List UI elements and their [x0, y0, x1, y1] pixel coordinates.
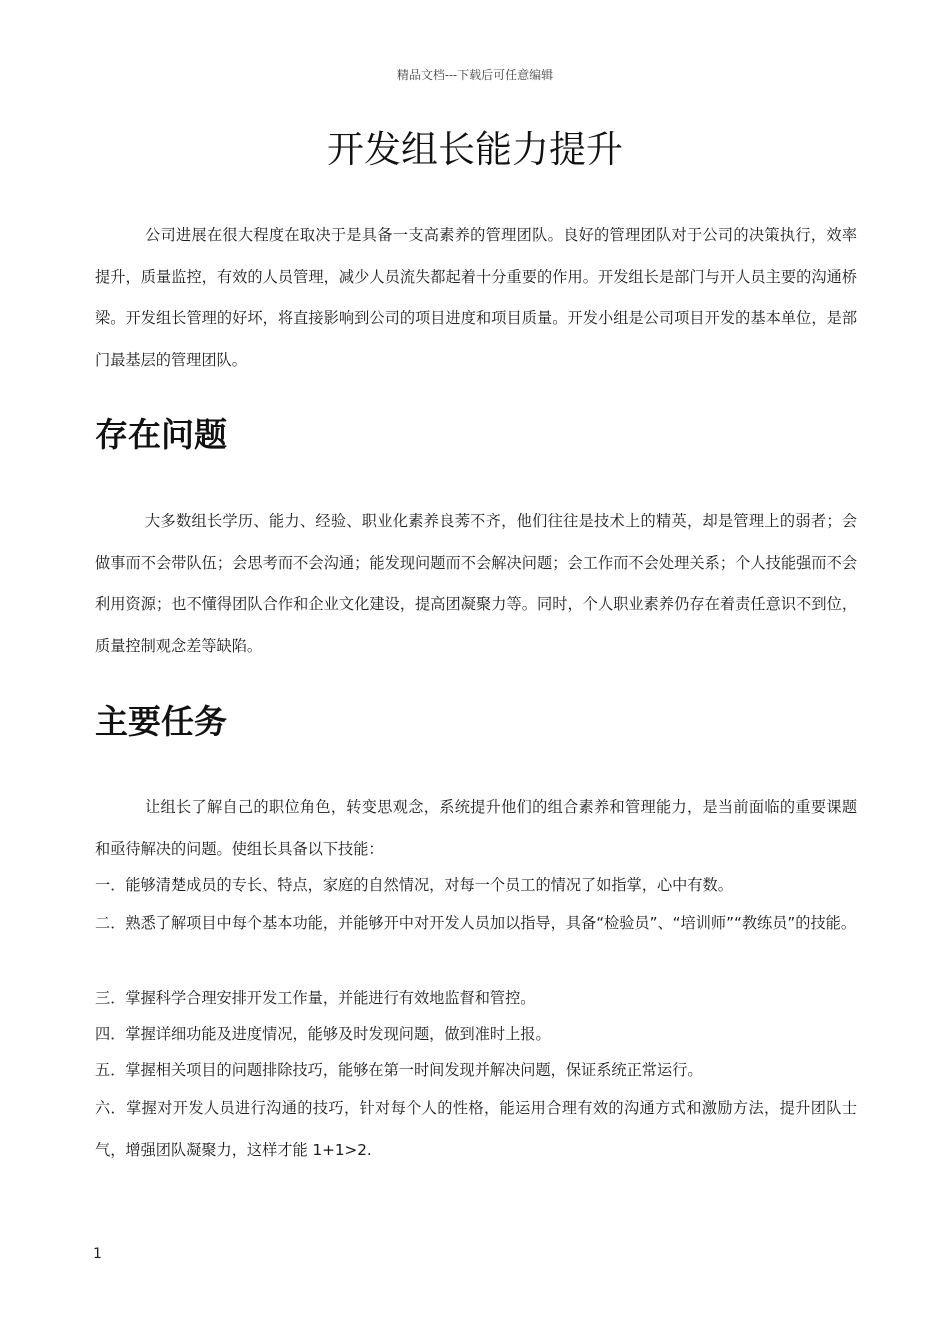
page-header: 精品文档---下载后可任意编辑	[396, 68, 554, 82]
intro-paragraph: 公司进展在很大程度在取决于是具备一支高素养的管理团队。良好的管理团队对于公司的决策执行，效率提升，质量监控，有效的人员管理，减少人员流失都起着十分重要的作用。开发组长是部门与开人员主要的沟通桥梁。开发组长管理的好坏，将直接影响到公司的项目进度和项目质量。开发小组是公司项目开发的基本单位，是部门最基层的管理团队。	[95, 226, 857, 369]
list-item: 二．熟悉了解项目中每个基本功能，并能够开中对开发人员加以指导，具备“检验员”、“培训师”“教练员”的技能。	[95, 914, 857, 932]
page-number: 1	[93, 1246, 102, 1262]
section-heading-problems: 存在问题	[95, 415, 227, 454]
list-item: 三．掌握科学合理安排开发工作量，并能进行有效地监督和管控。	[95, 989, 536, 1007]
tasks-paragraph: 让组长了解自己的职位角色，转变思观念，系统提升他们的组合素养和管理能力，是当前面临的重要课题和亟待解决的问题。使组长具备以下技能：	[95, 798, 857, 858]
document-title: 开发组长能力提升	[327, 128, 623, 171]
list-item: 五．掌握相关项目的问题排除技巧，能够在第一时间发现并解决问题，保证系统正常运行。	[95, 1061, 703, 1079]
list-item: 一．能够清楚成员的专长、特点，家庭的自然情况，对每一个员工的情况了如指掌，心中有数。	[95, 876, 733, 894]
list-item: 四．掌握详细功能及进度情况，能够及时发现问题，做到准时上报。	[95, 1025, 551, 1043]
section-heading-tasks: 主要任务	[95, 702, 227, 741]
problems-paragraph: 大多数组长学历、能力、经验、职业化素养良莠不齐，他们往往是技术上的精英，却是管理上的弱者；会做事而不会带队伍；会思考而不会沟通；能发现问题而不会解决问题；会工作而不会处理关系；个人技能强而不会利用资源；也不懂得团队合作和企业文化建设，提高团凝聚力等。同时，个人职业素养仍存在着责任意识不到位，质量控制观念差等缺陷。	[95, 512, 857, 655]
list-item: 六．掌握对开发人员进行沟通的技巧，针对每个人的性格，能运用合理有效的沟通方式和激励方法，提升团队士气，增强团队凝聚力，这样才能 1+1>2.	[95, 1099, 857, 1159]
